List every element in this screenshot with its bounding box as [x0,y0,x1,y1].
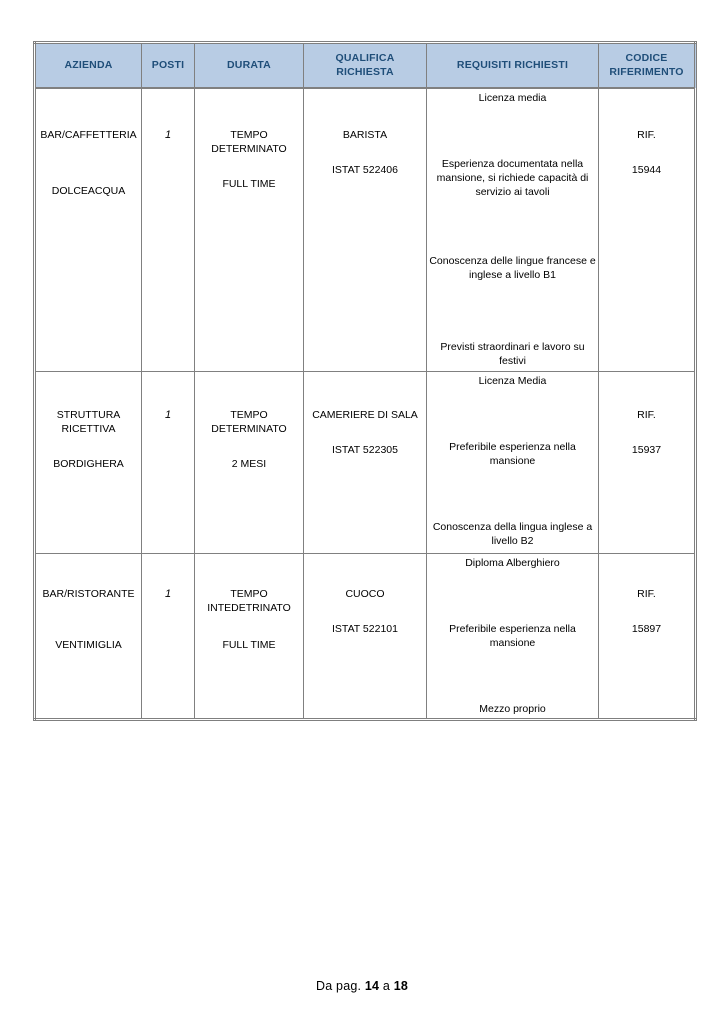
cell-durata [195,553,304,719]
requisito-item: Licenza media [478,92,547,104]
cell-qualifica [304,88,427,371]
cell-durata [195,371,304,553]
cell-requisiti [427,553,599,719]
qualifica-role: CAMERIERE DI SALA [312,408,418,421]
column-header-durata [195,43,304,89]
cell-azienda [35,371,142,553]
durata-time: FULL TIME [222,178,276,190]
requisito-item: Mezzo proprio [479,702,546,715]
posti-value: 1 [164,587,172,600]
posti-value: 1 [164,408,172,421]
cell-codice [599,88,696,371]
qualifica-istat: ISTAT 522101 [332,622,398,635]
table-row [35,88,696,371]
codice-value: 15944 [631,164,662,176]
durata-time: FULL TIME [222,638,276,651]
table-body [35,88,696,719]
azienda-name: BAR/CAFFETTERIA [40,129,137,141]
cell-requisiti [427,88,599,371]
requisito-item: Conoscenza della lingua inglese a livello B2 [432,520,593,547]
azienda-city: VENTIMIGLIA [55,638,122,651]
header-line: QUALIFICA [335,52,395,64]
requisito-item: Preferibile esperienza nella mansione [449,622,576,649]
cell-azienda [35,553,142,719]
column-header-qualifica-richiesta [304,43,427,89]
durata-type: TEMPO DETERMINATO [211,408,287,435]
header-line: POSTI [151,59,185,71]
codice-value: 15897 [631,622,662,635]
cell-durata [195,88,304,371]
column-header-codice-riferimento [599,43,696,89]
job-offers-table [33,41,697,721]
cell-codice [599,553,696,719]
table-header [35,43,696,89]
header-line: RICHIESTA [336,66,394,78]
header-line: DURATA [227,59,271,71]
azienda-name: BAR/RISTORANTE [42,587,135,600]
cell-qualifica [304,371,427,553]
column-header-requisiti-richiesti [427,43,599,89]
column-header-posti [142,43,195,89]
column-header-azienda [35,43,142,89]
azienda-city: BORDIGHERA [53,457,124,470]
header-row [35,43,696,89]
azienda-city: DOLCEACQUA [51,185,126,197]
durata-time: 2 MESI [231,457,267,470]
cell-qualifica [304,553,427,719]
durata-type: TEMPO DETERMINATO [211,129,287,155]
header-line: RIFERIMENTO [609,66,684,78]
cell-posti [142,371,195,553]
qualifica-role: BARISTA [342,129,388,141]
codice-label: RIF. [637,129,656,141]
cell-codice [599,371,696,553]
footer-prefix: Da pag. [315,979,362,993]
posti-value: 1 [164,129,172,141]
table-row [35,553,696,719]
footer-page-from: 14 [364,979,380,993]
cell-requisiti [427,371,599,553]
azienda-name: STRUTTURA RICETTIVA [56,408,121,435]
qualifica-role: CUOCO [345,587,385,600]
footer-page-to: 18 [393,979,409,993]
requisito-item: Licenza Media [478,374,547,387]
table-row [35,371,696,553]
requisito-item: Esperienza documentata nella mansione, si richiede capacità di servizio ai tavoli [436,158,589,198]
codice-label: RIF. [637,587,656,600]
page-footer [0,979,724,993]
qualifica-istat: ISTAT 522406 [332,164,398,176]
cell-posti [142,553,195,719]
cell-posti [142,88,195,371]
durata-type: TEMPO INTEDETRINATO [207,587,291,614]
codice-value: 15937 [631,443,662,456]
cell-azienda [35,88,142,371]
requisito-item: Previsti straordinari e lavoro su festivi [440,341,585,367]
header-line: REQUISITI RICHIESTI [456,59,569,71]
requisito-item: Preferibile esperienza nella mansione [449,440,576,467]
header-line: CODICE [625,52,668,64]
requisito-item: Conoscenza delle lingue francese e inglese a livello B1 [429,255,596,281]
footer-middle: a [382,979,391,993]
requisito-item: Diploma Alberghiero [465,556,560,569]
header-line: AZIENDA [64,59,113,71]
codice-label: RIF. [637,408,656,421]
qualifica-istat: ISTAT 522305 [332,443,398,456]
